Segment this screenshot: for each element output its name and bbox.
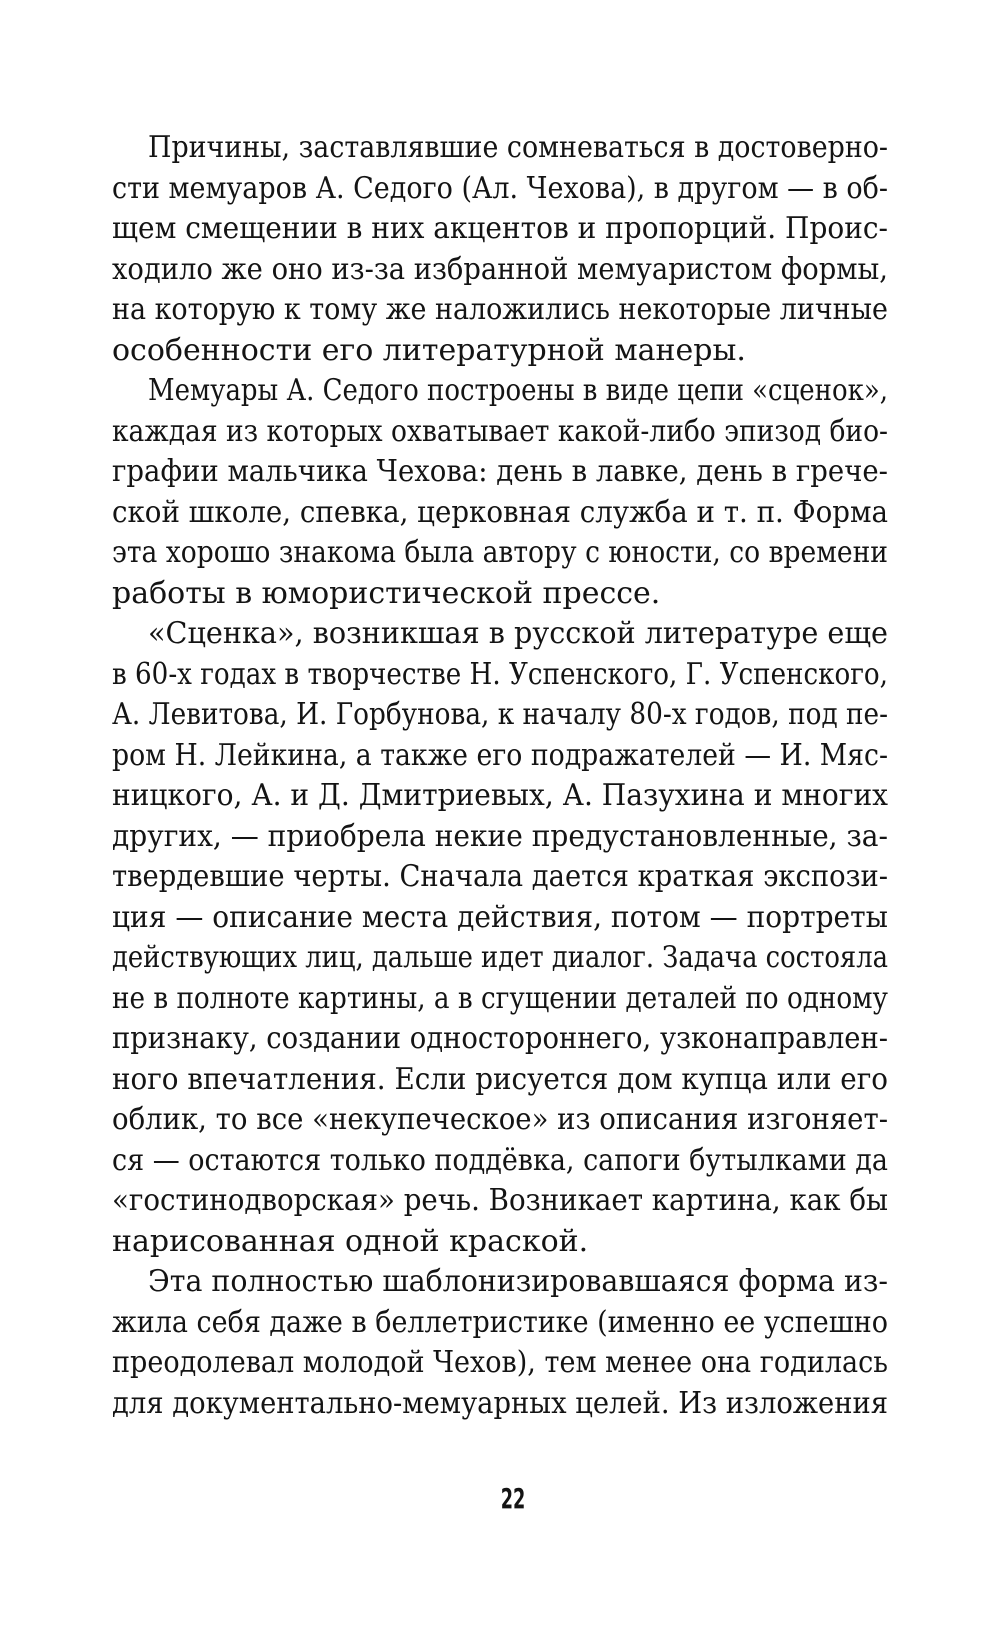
text-line: каждая из которых охватывает какой-либо эпизод био-	[112, 413, 888, 449]
text-line: действующих лиц, дальше идет диалог. Задача состояла	[112, 940, 888, 975]
paragraph	[112, 371, 888, 614]
text-line: ного впечатления. Если рисуется дом купца или его	[112, 1061, 888, 1097]
text-line: других, — приобрела некие предустановленные, за-	[112, 818, 888, 854]
text-line: «Сценка», возникшая в русской литературе еще	[148, 616, 888, 651]
text-line: для документально-мемуарных целей. Из изложения	[112, 1385, 888, 1421]
text-line: Причины, заставлявшие сомневаться в достоверно-	[148, 130, 888, 165]
text-line: нарисованная одной краской.	[112, 1223, 589, 1259]
text-line: не в полноте картины, а в сгущении деталей по одному	[112, 980, 888, 1016]
text-line: облик, то все «некупеческое» из описания изгоняет-	[112, 1102, 888, 1137]
text-line: ходило же оно из-за избранной мемуаристом формы,	[112, 251, 888, 287]
text-line: на которую к тому же наложились некоторые личные	[112, 292, 888, 327]
text-line: Эта полностью шаблонизировавшаяся форма из-	[148, 1264, 888, 1299]
text-line: ской школе, спевка, церковная служба и т. п. Форма	[112, 494, 888, 530]
text-line: в 60-х годах в творчестве Н. Успенского, Г. Успенского,	[112, 656, 888, 692]
text-line: А. Левитова, И. Горбунова, к началу 80-х годов, под пе-	[112, 697, 888, 732]
paragraph	[112, 128, 888, 371]
text-line: ся — остаются только поддёвка, сапоги бутылками да	[112, 1142, 888, 1178]
text-line: признаку, создании одностороннего, узконаправлен-	[112, 1021, 888, 1056]
text-line: «гостинодворская» речь. Возникает картина, как бы	[112, 1183, 888, 1218]
text-line: преодолевал молодой Чехов), тем менее она годилась	[112, 1345, 888, 1380]
text-line: сти мемуаров А. Седого (Ал. Чехова), в другом — в об-	[112, 170, 888, 206]
text-line: щем смещении в них акцентов и пропорций. Проис-	[112, 211, 888, 246]
text-line: ницкого, А. и Д. Дмитриевых, А. Пазухина и многих	[112, 778, 888, 813]
text-line: ция — описание места действия, потом — портреты	[112, 899, 888, 935]
text-line: особенности его литературной манеры.	[112, 332, 746, 368]
text-line: ром Н. Лейкина, а также его подражателей — И. Мяс-	[112, 737, 888, 773]
page-number: 22	[500, 1482, 526, 1515]
paragraph	[112, 1262, 888, 1424]
text-line: работы в юмористической прессе.	[112, 575, 661, 611]
text-line: графии мальчика Чехова: день в лавке, день в грече-	[112, 454, 888, 489]
text-line: твердевшие черты. Сначала дается краткая экспози-	[112, 859, 888, 894]
body-text	[112, 128, 888, 1424]
text-line: Мемуары А. Седого построены в виде цепи «сценок»,	[148, 373, 888, 408]
text-line: жила себя даже в беллетристике (именно ее успешно	[112, 1304, 888, 1340]
paragraph	[112, 614, 888, 1262]
text-line: эта хорошо знакома была автору с юности, со времени	[112, 535, 888, 570]
